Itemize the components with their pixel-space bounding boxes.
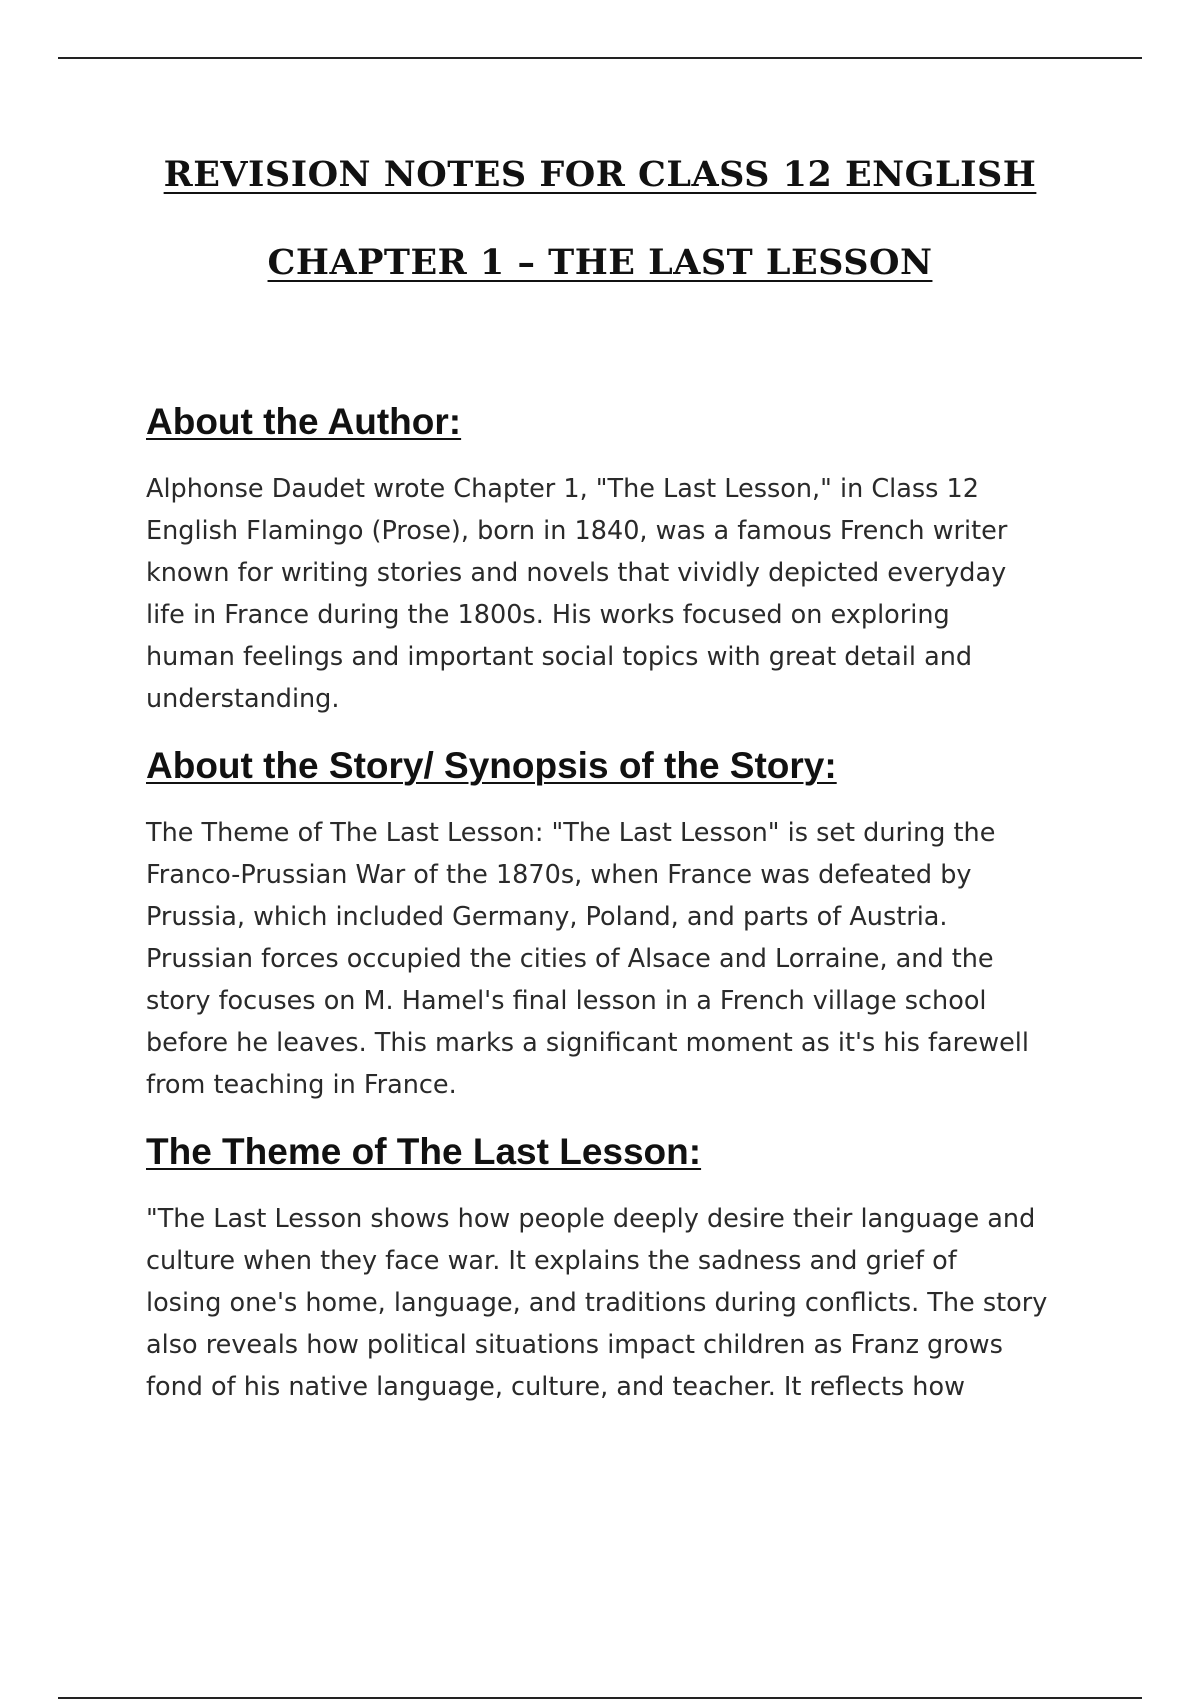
top-divider — [58, 57, 1142, 59]
document-title — [0, 150, 1200, 326]
title-line-1: REVISION NOTES FOR CLASS 12 ENGLISH — [163, 154, 1037, 195]
text-line: culture when they face war. It explains the sadness and grief of — [146, 1246, 957, 1276]
text-line: Prussia, which included Germany, Poland, and parts of Austria. — [146, 902, 948, 932]
text-line: Franco-Prussian War of the 1870s, when France was defeated by — [146, 860, 972, 890]
section-heading: About the Story/ Synopsis of the Story: — [146, 745, 837, 786]
text-line: The Theme of The Last Lesson: "The Last Lesson" is set during the — [146, 818, 996, 848]
text-line: from teaching in France. — [146, 1070, 457, 1100]
text-line: before he leaves. This marks a significant moment as it's his farewell — [146, 1028, 1029, 1058]
text-line: fond of his native language, culture, and teacher. It reflects how — [146, 1372, 965, 1402]
text-line: "The Last Lesson shows how people deeply desire their language and — [146, 1204, 1036, 1234]
section-heading: About the Author: — [146, 401, 462, 442]
document-body — [146, 398, 1096, 1408]
section-paragraph — [146, 812, 1096, 1106]
text-line: known for writing stories and novels that vividly depicted everyday — [146, 558, 1007, 588]
text-line: understanding. — [146, 684, 340, 714]
text-line: story focuses on M. Hamel's final lesson in a French village school — [146, 986, 987, 1016]
title-line-2: CHAPTER 1 – THE LAST LESSON — [267, 242, 933, 283]
text-line: Alphonse Daudet wrote Chapter 1, "The Last Lesson," in Class 12 — [146, 474, 979, 504]
section-theme — [146, 1128, 1096, 1408]
section-story-synopsis — [146, 742, 1096, 1106]
text-line: Prussian forces occupied the cities of Alsace and Lorraine, and the — [146, 944, 994, 974]
text-line: English Flamingo (Prose), born in 1840, was a famous French writer — [146, 516, 1008, 546]
bottom-divider — [58, 1697, 1142, 1699]
section-paragraph — [146, 468, 1096, 720]
section-about-author — [146, 398, 1096, 720]
text-line: human feelings and important social topics with great detail and — [146, 642, 973, 672]
text-line: also reveals how political situations impact children as Franz grows — [146, 1330, 1003, 1360]
section-heading: The Theme of The Last Lesson: — [146, 1131, 702, 1172]
section-paragraph — [146, 1198, 1096, 1408]
text-line: losing one's home, language, and traditions during conflicts. The story — [146, 1288, 1048, 1318]
text-line: life in France during the 1800s. His works focused on exploring — [146, 600, 950, 630]
